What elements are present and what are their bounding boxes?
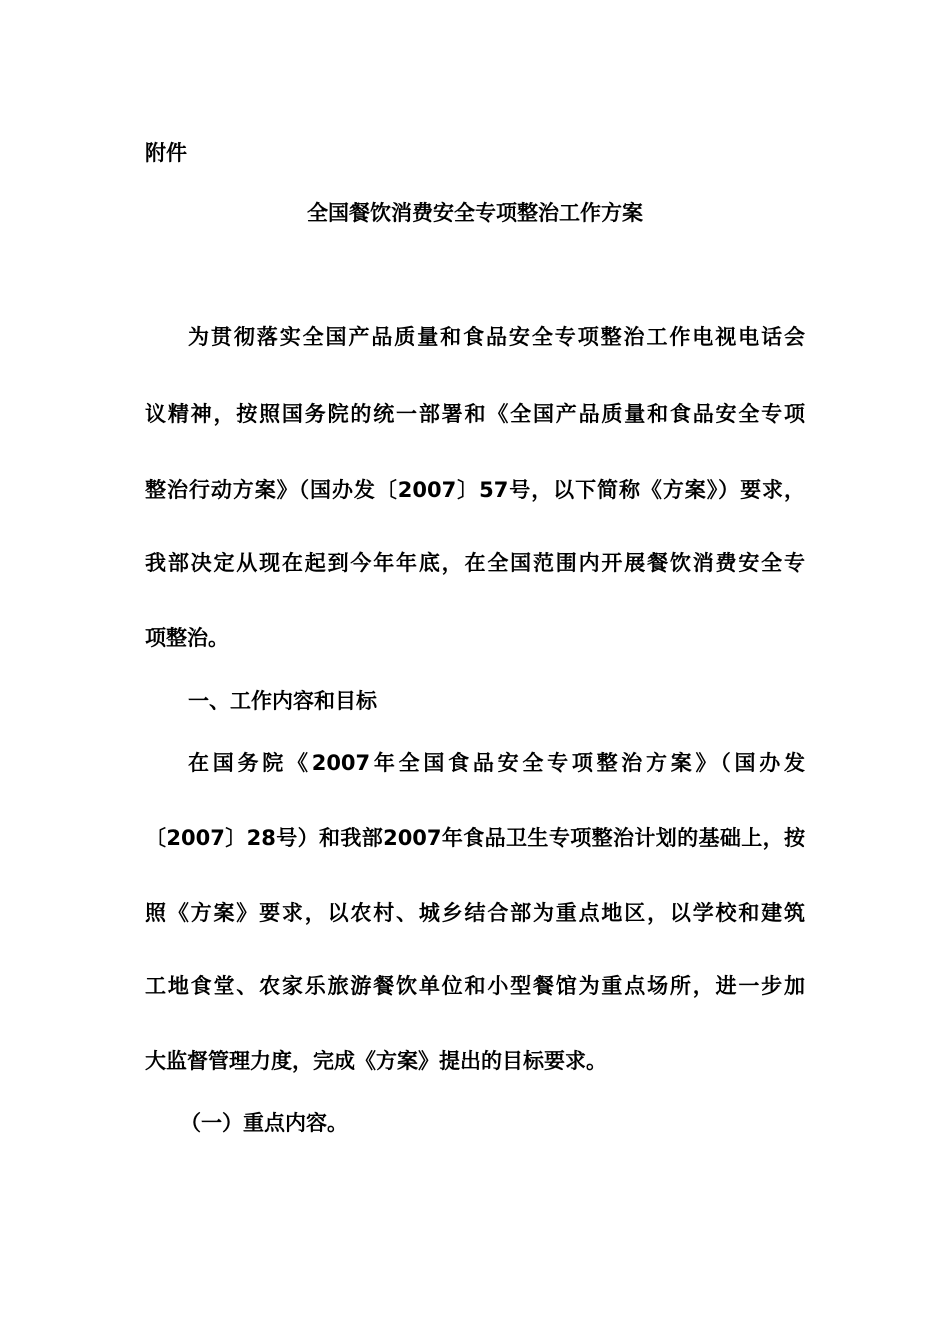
paragraph-1-line-1: 为贯彻落实全国产品质量和食品安全专项整治工作电视电话会 xyxy=(188,325,805,349)
paragraph-2-line-1: 在国务院《2007年全国食品安全专项整治方案》（国办发 xyxy=(188,751,805,775)
paragraph-1-line-4: 我部决定从现在起到今年年底，在全国范围内开展餐饮消费安全专 xyxy=(145,551,805,575)
paragraph-2-line-3: 照《方案》要求，以农村、城乡结合部为重点地区，以学校和建筑 xyxy=(145,901,805,925)
paragraph-2-line-5: 大监督管理力度，完成《方案》提出的目标要求。 xyxy=(145,1049,607,1073)
paragraph-1-line-2: 议精神，按照国务院的统一部署和《全国产品质量和食品安全专项 xyxy=(145,402,805,426)
subsection-1-heading: （一）重点内容。 xyxy=(180,1111,348,1135)
paragraph-2-line-2: 〔2007〕28号）和我部2007年食品卫生专项整治计划的基础上，按 xyxy=(145,826,805,850)
section-1-heading: 一、工作内容和目标 xyxy=(188,689,377,713)
paragraph-1-line-3: 整治行动方案》（国办发〔2007〕57号，以下简称《方案》）要求， xyxy=(145,478,805,502)
attachment-label: 附件 xyxy=(145,141,187,165)
paragraph-2-line-4: 工地食堂、农家乐旅游餐饮单位和小型餐馆为重点场所，进一步加 xyxy=(145,974,805,998)
paragraph-1-line-5: 项整治。 xyxy=(145,626,229,650)
document-title: 全国餐饮消费安全专项整治工作方案 xyxy=(307,201,643,225)
